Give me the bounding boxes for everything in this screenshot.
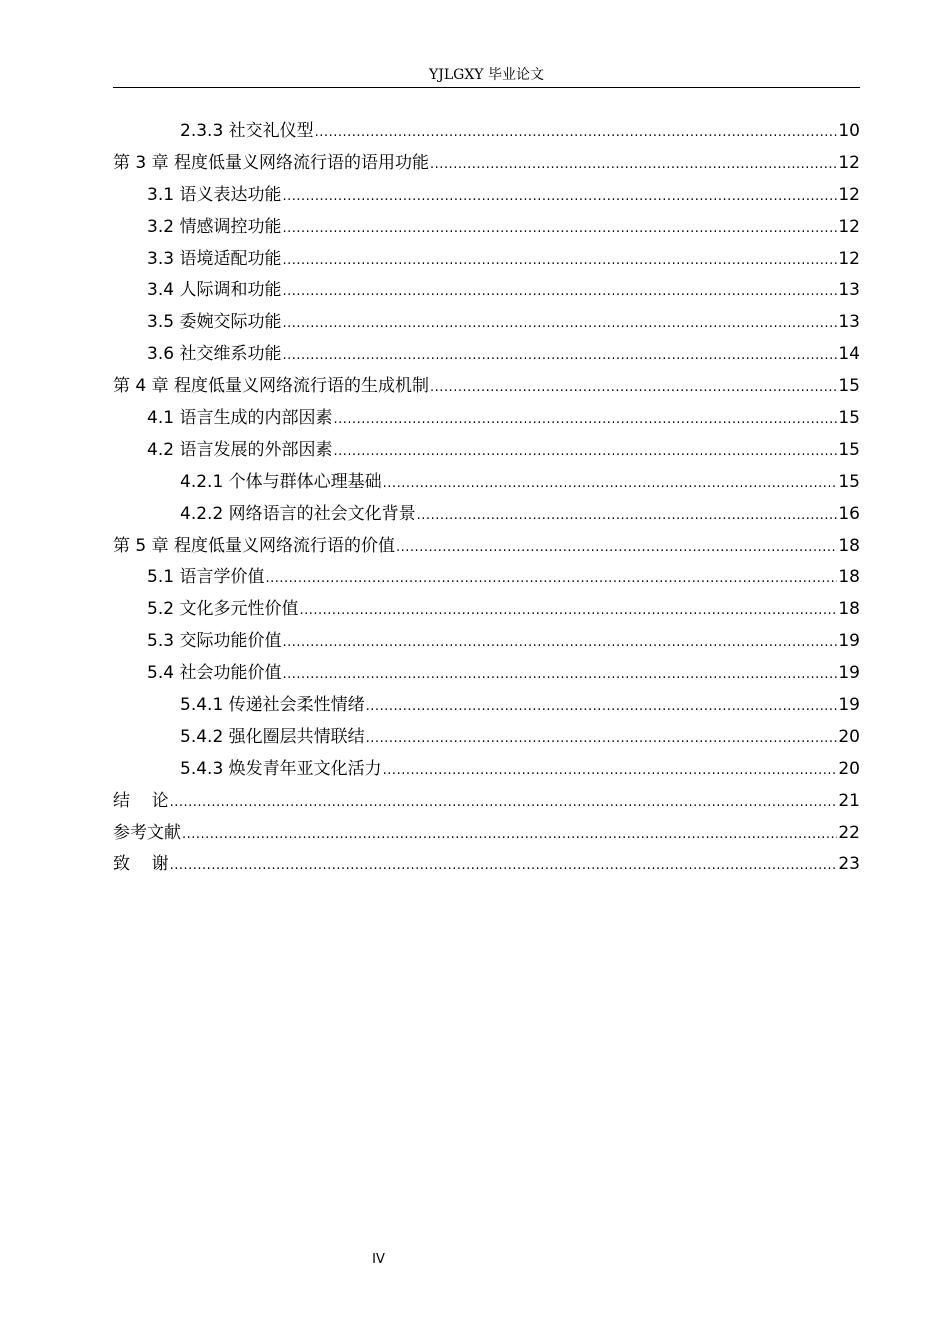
toc-entry[interactable]: [113, 626, 860, 658]
page-number: IV: [372, 1252, 385, 1267]
toc-entry-page: 16: [838, 503, 860, 524]
toc-entry-page: 19: [838, 663, 860, 684]
toc-entry[interactable]: [113, 467, 860, 499]
toc-entry-page: 15: [838, 471, 860, 492]
toc-entry-label: 3.4 人际调和功能: [147, 280, 282, 301]
toc-entry-page: 20: [838, 758, 860, 779]
toc-leader-dots: [282, 213, 837, 245]
toc-entry-label: 4.1 语言生成的内部因素: [147, 408, 333, 429]
toc-entry-label: 参考文献: [113, 822, 181, 843]
toc-entry[interactable]: [113, 754, 860, 786]
toc-entry[interactable]: [113, 275, 860, 307]
toc-entry-label: 致 谢: [113, 854, 169, 875]
toc-entry-page: 10: [838, 121, 860, 141]
toc-entry[interactable]: [113, 849, 860, 881]
toc-entry[interactable]: [113, 371, 860, 403]
toc-entry-label: 5.3 交际功能价值: [147, 631, 282, 652]
toc-entry-page: 18: [838, 599, 860, 620]
toc-entry-label: 2.3.3 社交礼仪型: [180, 121, 314, 141]
toc-entry[interactable]: [113, 212, 860, 244]
toc-entry-page: 12: [838, 184, 860, 205]
toc-entry-page: 18: [838, 567, 860, 588]
toc-leader-dots: [366, 723, 838, 755]
toc-entry[interactable]: [113, 499, 860, 531]
toc-entry-page: 23: [838, 854, 860, 875]
toc-entry-label: 第 3 章 程度低量义网络流行语的语用功能: [113, 152, 430, 173]
toc-entry-page: 12: [838, 152, 860, 173]
toc-entry-page: 22: [838, 822, 860, 843]
toc-entry[interactable]: [113, 307, 860, 339]
header-title: YJLGXY 毕业论文: [429, 67, 544, 83]
toc-leader-dots: [282, 276, 837, 308]
toc-entry-label: 5.1 语言学价值: [147, 567, 265, 588]
toc-leader-dots: [430, 149, 837, 181]
toc-entry[interactable]: [113, 531, 860, 563]
toc-entry-label: 3.2 情感调控功能: [147, 216, 282, 237]
toc-leader-dots: [417, 500, 838, 532]
toc-leader-dots: [282, 308, 837, 340]
toc-leader-dots: [299, 595, 837, 627]
toc-leader-dots: [430, 372, 837, 404]
toc-entry-label: 3.6 社交维系功能: [147, 344, 282, 365]
toc-entry-page: 15: [838, 376, 860, 397]
toc-entry-page: 20: [838, 726, 860, 747]
toc-entry-page: 18: [838, 535, 860, 556]
table-of-contents: [113, 116, 860, 881]
toc-entry[interactable]: [113, 594, 860, 626]
page-header: [113, 64, 860, 88]
toc-entry-label: 5.2 文化多元性价值: [147, 599, 299, 620]
toc-leader-dots: [170, 850, 838, 882]
toc-entry-label: 结 论: [113, 790, 169, 811]
toc-leader-dots: [282, 627, 837, 659]
toc-leader-dots: [182, 819, 837, 851]
toc-leader-dots: [315, 117, 838, 149]
toc-entry-page: 12: [838, 216, 860, 237]
toc-entry-label: 第 5 章 程度低量义网络流行语的价值: [113, 535, 396, 556]
toc-leader-dots: [383, 755, 838, 787]
toc-entry[interactable]: [113, 116, 860, 148]
toc-entry[interactable]: [113, 786, 860, 818]
toc-leader-dots: [282, 659, 837, 691]
toc-entry-page: 12: [838, 248, 860, 269]
toc-entry[interactable]: [113, 818, 860, 850]
toc-leader-dots: [383, 468, 838, 500]
toc-entry-label: 5.4.3 焕发青年亚文化活力: [180, 758, 382, 779]
toc-entry[interactable]: [113, 339, 860, 371]
toc-leader-dots: [282, 245, 837, 277]
toc-entry[interactable]: [113, 690, 860, 722]
toc-entry-page: 13: [838, 312, 860, 333]
toc-leader-dots: [366, 691, 838, 723]
toc-entry-label: 5.4 社会功能价值: [147, 663, 282, 684]
toc-entry-label: 5.4.2 强化圈层共情联结: [180, 726, 365, 747]
toc-entry-page: 15: [838, 439, 860, 460]
toc-entry-page: 14: [838, 344, 860, 365]
toc-entry-label: 3.1 语义表达功能: [147, 184, 282, 205]
toc-entry[interactable]: [113, 722, 860, 754]
toc-leader-dots: [282, 181, 837, 213]
toc-entry-label: 3.5 委婉交际功能: [147, 312, 282, 333]
toc-leader-dots: [170, 787, 838, 819]
toc-entry-label: 5.4.1 传递社会柔性情绪: [180, 695, 365, 716]
toc-entry[interactable]: [113, 244, 860, 276]
toc-entry[interactable]: [113, 148, 860, 180]
toc-leader-dots: [396, 532, 837, 564]
toc-entry-page: 21: [838, 790, 860, 811]
toc-entry-label: 4.2 语言发展的外部因素: [147, 439, 333, 460]
toc-leader-dots: [333, 404, 837, 436]
toc-entry[interactable]: [113, 403, 860, 435]
toc-entry-label: 第 4 章 程度低量义网络流行语的生成机制: [113, 376, 430, 397]
toc-leader-dots: [333, 436, 837, 468]
toc-entry-page: 13: [838, 280, 860, 301]
toc-entry-label: 4.2.1 个体与群体心理基础: [180, 471, 382, 492]
toc-entry-page: 19: [838, 695, 860, 716]
toc-entry-page: 19: [838, 631, 860, 652]
toc-leader-dots: [282, 340, 837, 372]
toc-entry-page: 15: [838, 408, 860, 429]
toc-entry-label: 3.3 语境适配功能: [147, 248, 282, 269]
toc-entry[interactable]: [113, 435, 860, 467]
page-footer: [0, 1250, 757, 1270]
toc-leader-dots: [265, 563, 837, 595]
toc-entry[interactable]: [113, 658, 860, 690]
toc-entry-label: 4.2.2 网络语言的社会文化背景: [180, 503, 416, 524]
toc-entry[interactable]: [113, 562, 860, 594]
toc-entry[interactable]: [113, 180, 860, 212]
